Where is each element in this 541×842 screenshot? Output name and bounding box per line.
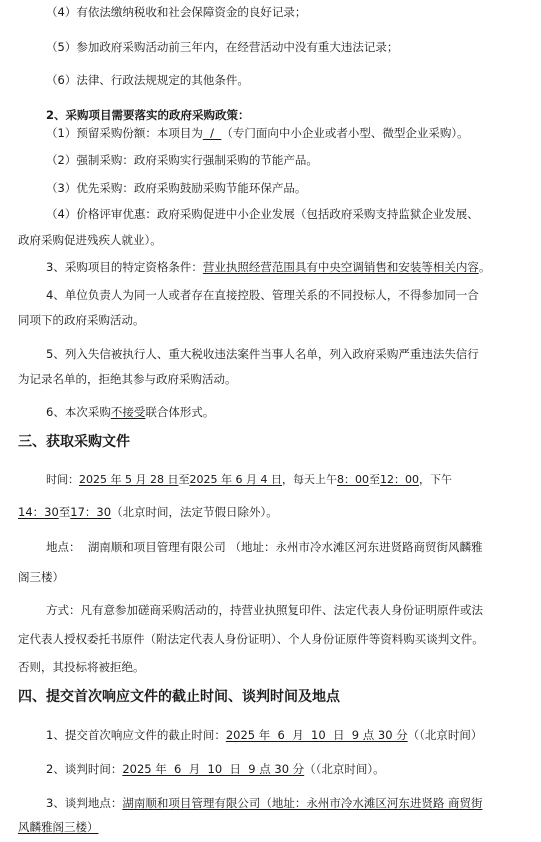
policy-reserved-suffix: （专门面向中小企业或者小型、微型企业采购）。 (221, 126, 469, 140)
special-suffix: 。 (478, 260, 491, 274)
place-value: 湖南顺和项目管理有限公司 （地址：永州市冷水滩区河东进贤路商贸街风麟雅 (87, 540, 483, 554)
rule6-prefix: 6、本次采购 (46, 405, 111, 419)
time-label: 时间： (46, 473, 79, 486)
time-date-to: 至 (178, 473, 190, 486)
policy-price-line1: （4）价格评审优惠：政府采购促进中小企业发展（包括政府采购支持监狱企业发展、 (46, 207, 479, 221)
time-to1: 至 (368, 473, 380, 486)
section3-place-line (46, 539, 482, 555)
policy-mandatory: （2）强制采购：政府采购实行强制采购的节能产品。 (46, 153, 318, 167)
section4-deadline (46, 727, 482, 743)
section3-title: 三、获取采购文件 (18, 434, 130, 450)
special-value: 营业执照经营范围具有中央空调销售和安装等相关内容 (202, 260, 479, 274)
policy-preferred: （3）优先采购：政府采购鼓励采购节能环保产品。 (46, 181, 307, 195)
section3-time-line (46, 472, 452, 488)
talk-note: （（北京时间）。 (304, 762, 385, 776)
rule6 (46, 404, 214, 420)
policy-reserved-prefix: （1）预留采购份额：本项目为 (46, 126, 203, 140)
qualification-4: （4）有依法缴纳税收和社会保障资金的良好记录； (46, 5, 307, 19)
rule5-line2: 为记录名单的，拒绝其参与政府采购活动。 (18, 372, 237, 386)
talk-place-value: 湖南顺和项目管理有限公司（地址：永州市冷水滩区河东进贤路 商贸街 (122, 796, 483, 810)
time-am-end: 12：00 (379, 473, 419, 486)
section3-time-line2 (18, 504, 278, 520)
special-qualification (46, 259, 490, 275)
section4-place (46, 795, 482, 811)
talk-label: 2、谈判时间： (46, 762, 123, 776)
time-note: （北京时间，法定节假日除外）。 (111, 505, 278, 519)
qualification-6: （6）法律、行政法规规定的其他条件。 (46, 73, 249, 87)
time-pm-start: 14：30 (18, 505, 59, 519)
section3-method-line3: 否则，其投标将被拒绝。 (18, 660, 145, 674)
section4-talk-time (46, 761, 385, 777)
talk-place-label: 3、谈判地点： (46, 796, 123, 810)
time-daily: ，每天上午 (281, 473, 337, 486)
section3-method-line1: 方式：凡有意参加磋商采购活动的，持营业执照复印件、法定代表人身份证明原件或法 (46, 603, 483, 617)
time-date-end: 2025 年 6 月 4 日 (189, 473, 282, 486)
policy-price-line2: 政府采购促进残疾人就业）。 (18, 233, 162, 247)
qualification-5: （5）参加政府采购活动前三年内，在经营活动中没有重大违法记录； (46, 40, 399, 54)
section4-place-line2: 风麟雅阁三楼） (18, 820, 99, 834)
deadline-label: 1、提交首次响应文件的截止时间： (46, 728, 226, 742)
rule5-line1: 5、列入失信被执行人、重大税收违法案件当事人名单，列入政府采购严重违法失信行 (46, 347, 479, 361)
policy-heading: 2、采购项目需要落实的政府采购政策： (46, 108, 250, 122)
special-prefix: 3、采购项目的特定资格条件： (46, 260, 203, 274)
rule4-line1: 4、单位负责人为同一人或者存在直接控股、管理关系的不同投标人，不得参加同一合 (46, 288, 479, 302)
talk-value: 2025 年 6 月 10 日 9 点 30 分 (122, 762, 305, 776)
time-to2: 至 (58, 505, 71, 519)
section4-title: 四、提交首次响应文件的截止时间、谈判时间及地点 (18, 689, 340, 705)
time-date-start: 2025 年 5 月 28 日 (79, 473, 179, 486)
time-pm-end: 17：30 (70, 505, 112, 519)
policy-reserved-value: / (202, 126, 222, 140)
section3-place-line2: 阁三楼） (18, 570, 64, 584)
rule6-value: 不接受 (110, 405, 146, 419)
time-am-start: 8：00 (336, 473, 369, 486)
rule4-line2: 同项下的政府采购活动。 (18, 313, 145, 327)
time-pm-label: ，下午 (418, 473, 452, 486)
place-label: 地点： (46, 540, 81, 554)
section3-method-line2: 定代表人授权委托书原件（附法定代表人身份证明）、个人身份证原件等资料购买谈判文件。 (18, 632, 484, 646)
rule6-suffix: 联合体形式。 (145, 405, 215, 419)
deadline-note: （（北京时间） (407, 728, 483, 742)
policy-reserved-line (46, 125, 469, 141)
deadline-value: 2025 年 6 月 10 日 9 点 30 分 (225, 728, 408, 742)
